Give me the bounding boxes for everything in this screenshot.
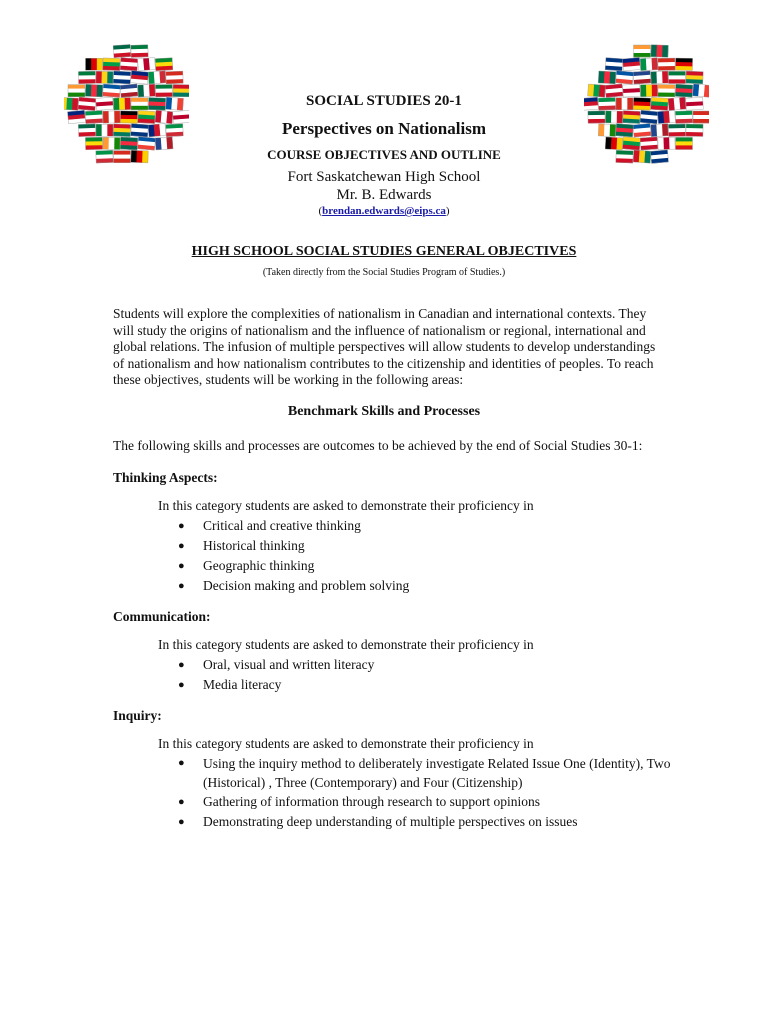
teacher-name: Mr. B. Edwards: [336, 187, 432, 203]
list-item: [178, 536, 678, 556]
section-heading-thinking: Thinking Aspects:: [113, 470, 218, 485]
course-title: Perspectives on Nationalism: [282, 119, 486, 138]
flag-tile: [651, 71, 669, 84]
list-item-text: Gathering of information through research to support opinions: [203, 794, 541, 809]
bullet-icon: ●: [178, 540, 185, 552]
list-item: [178, 655, 678, 675]
list-item-text: Critical and creative thinking: [203, 518, 361, 533]
flag-tile: [86, 58, 103, 70]
section-heading-communication: Communication:: [113, 609, 211, 624]
bullet-icon: ●: [178, 659, 185, 671]
bullet-icon: ●: [178, 679, 185, 691]
bullet-icon: ●: [178, 816, 185, 828]
bullet-icon: ●: [178, 757, 185, 769]
benchmark-intro: The following skills and processes are outcomes to be achieved by the end of Social Studies 30-1:: [113, 438, 643, 453]
list-item-text: Oral, visual and written literacy: [203, 657, 375, 672]
bullet-list-communication: [178, 655, 678, 695]
flag-tile: [623, 57, 641, 71]
flag-tile: [640, 58, 658, 71]
bullet-list-thinking: [178, 516, 678, 596]
flag-tile: [131, 45, 148, 58]
list-item: [178, 812, 678, 832]
section-heading-inquiry: Inquiry:: [113, 708, 162, 723]
section-lead-communication: In this category students are asked to demonstrate their proficiency in: [158, 637, 534, 652]
flag-tile: [113, 44, 131, 57]
bullet-icon: ●: [178, 796, 185, 808]
flag-tile: [103, 58, 120, 71]
flag-tile: [120, 58, 138, 71]
flag-tile: [669, 71, 686, 83]
list-item-text: Geographic thinking: [203, 558, 315, 573]
flag-tile: [155, 58, 173, 71]
flag-tile: [634, 45, 651, 57]
document-type: COURSE OBJECTIVES AND OUTLINE: [267, 147, 501, 162]
bullet-icon: ●: [178, 580, 185, 592]
bullet-list-inquiry: [178, 754, 678, 832]
flag-tile: [130, 71, 148, 85]
flag-tile: [633, 71, 651, 84]
flag-tile: [651, 45, 669, 58]
flag-tile: [148, 71, 166, 84]
list-item-text: Using the inquiry method to deliberately investigate Related Issue One (Identity), Two (Historical) , Three (Contemporary) and Four (Citizenship): [203, 756, 671, 790]
flag-tile: [675, 58, 692, 71]
section-lead-inquiry: In this category students are asked to demonstrate their proficiency in: [158, 736, 534, 751]
email-open-paren: (: [318, 205, 323, 217]
teacher-email-link[interactable]: brendan.edwards@eips.ca: [322, 205, 446, 217]
bullet-icon: ●: [178, 560, 185, 572]
list-item-text: Media literacy: [203, 677, 282, 692]
intro-paragraph: Students will explore the complexities of nationalism in Canadian and international contexts. They will study the origins of nationalism and the influence of nationalism or regional, international and global relations. The infusion of multiple perspectives will allow students to develop understandings of nationalism and how nationalism contributes to the citizenship and identities of peoples. To reach these objectives, students will be working in the following areas:: [113, 306, 656, 387]
section-lead-thinking: In this category students are asked to demonstrate their proficiency in: [158, 498, 534, 513]
objectives-source-note: (Taken directly from the Social Studies Program of Studies.): [262, 267, 506, 278]
course-code: SOCIAL STUDIES 20-1: [306, 93, 462, 109]
list-item: [178, 516, 678, 536]
flag-tile: [598, 71, 616, 84]
list-item-text: Historical thinking: [203, 538, 305, 553]
flag-tile: [96, 71, 114, 83]
list-item: [178, 576, 678, 596]
list-item: [178, 675, 678, 695]
flag-tile: [605, 58, 623, 71]
list-item-text: Demonstrating deep understanding of multiple perspectives on issues: [203, 814, 578, 829]
list-item-text: Decision making and problem solving: [203, 578, 410, 593]
list-item: [178, 754, 678, 792]
email-close-paren: ): [445, 205, 450, 217]
list-item: [178, 556, 678, 576]
flag-tile: [138, 57, 156, 70]
flag-tile: [78, 71, 95, 84]
benchmark-heading: Benchmark Skills and Processes: [287, 404, 481, 419]
flag-tile: [615, 71, 633, 85]
flag-tile: [686, 71, 703, 84]
school-name: Fort Saskatchewan High School: [287, 169, 481, 185]
flag-tile: [658, 58, 675, 71]
flag-tile: [166, 71, 183, 84]
bullet-icon: ●: [178, 520, 185, 532]
objectives-heading: HIGH SCHOOL SOCIAL STUDIES GENERAL OBJECTIVES: [191, 244, 577, 259]
flag-tile: [113, 71, 131, 84]
list-item: [178, 792, 678, 812]
teacher-email-line: [0, 205, 768, 217]
